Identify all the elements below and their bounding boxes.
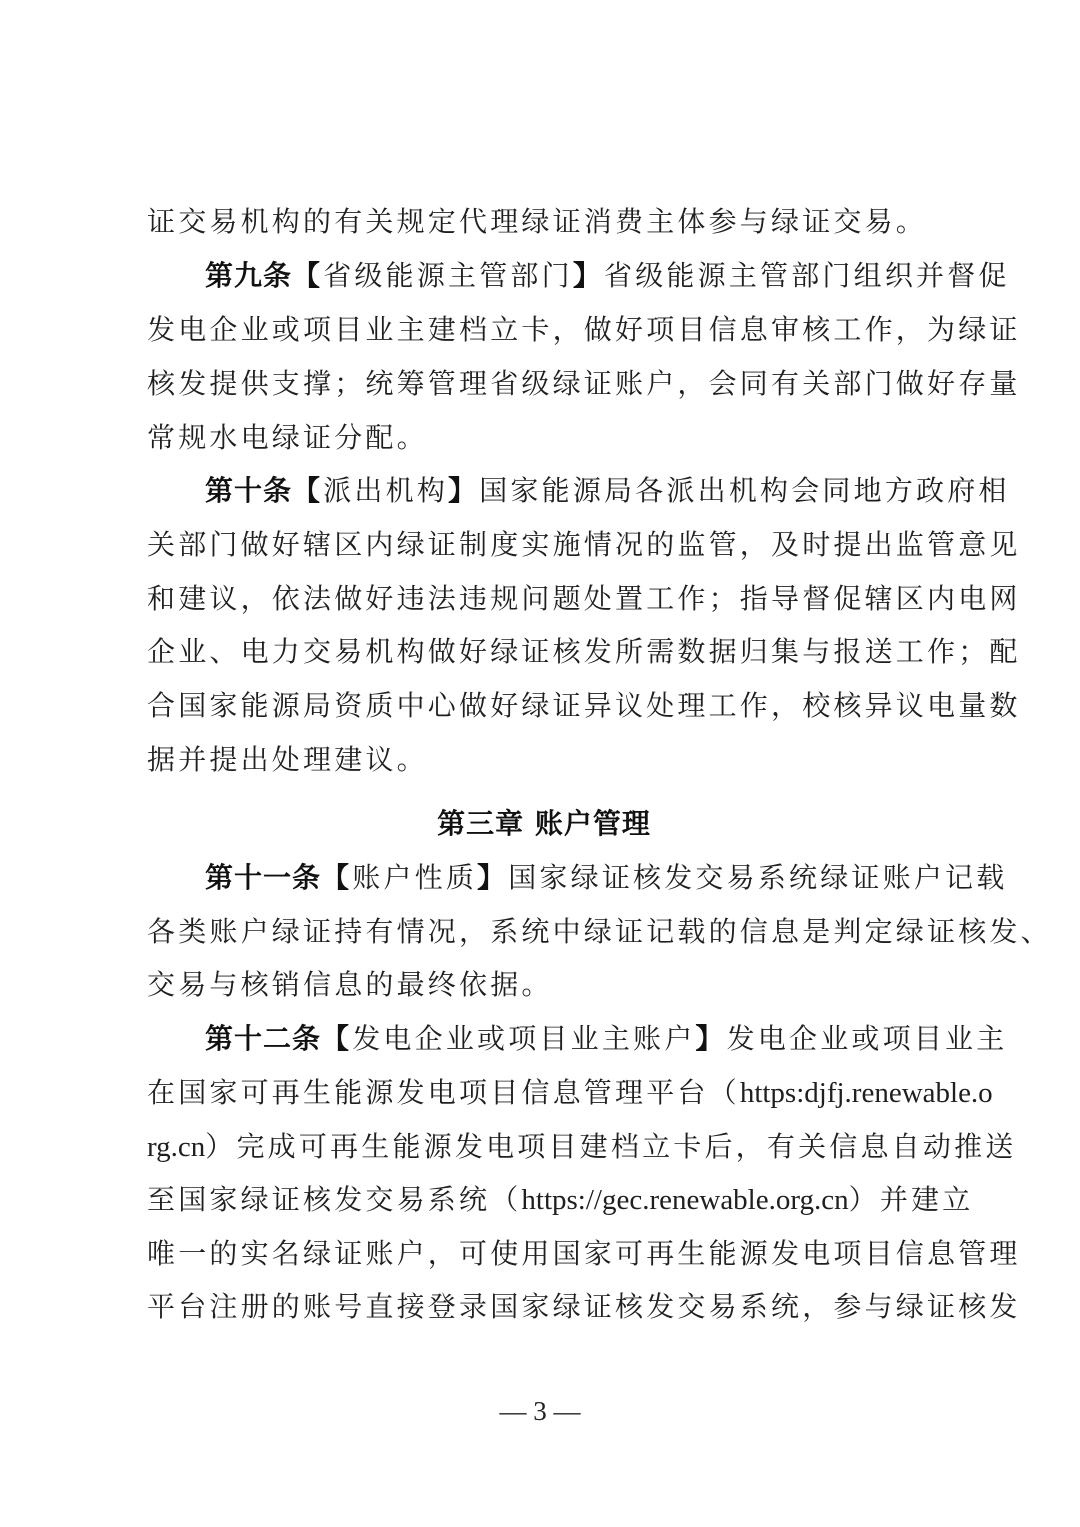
url-text: https://gec.renewable.org.cn [521,1184,849,1216]
article-11-heading-line [205,851,1008,905]
article-number: 第九条 [205,259,293,292]
paragraph-line [147,518,1021,572]
line-text: 交易与核销信息的最终依据。 [147,968,553,1001]
paragraph-line [147,1173,974,1227]
line-text: 据并提出处理建议。 [147,743,428,776]
paragraph-line [147,303,1021,357]
article-number: 第十条 [205,474,293,507]
url-text: rg.cn [147,1131,206,1163]
line-text: ）完成可再生能源发电项目建档立卡后，有关信息自动推送 [205,1130,1017,1163]
line-text: 关部门做好辖区内绿证制度实施情况的监管，及时提出监管意见 [147,528,1021,561]
bracket-open: 【 [292,474,324,507]
paragraph-line [147,958,947,1012]
line-text: 企业、电力交易机构做好绿证核发所需数据归集与报送工作；配 [147,635,1021,668]
paragraph-line [147,1120,1017,1174]
line-text: 合国家能源局资质中心做好绿证异议处理工作，校核异议电量数 [147,689,1021,722]
paragraph-line [147,195,947,249]
paragraph-line [147,572,1021,626]
line-text: 至国家绿证核发交易系统（ [147,1183,522,1216]
paragraph-line [147,905,1052,959]
article-12-heading-line [205,1012,1008,1066]
article-number: 第十二条 [205,1022,322,1055]
line-text: ）并建立 [848,1183,974,1216]
article-topic: 省级能源主管部门 [323,259,573,292]
article-topic: 派出机构 [323,474,449,507]
line-text: 常规水电绿证分配。 [147,421,428,454]
paragraph-line [147,733,947,787]
bracket-close: 】 [477,861,509,894]
paragraph-line [147,1280,1021,1334]
chapter-heading: 第三章 账户管理 [437,807,651,840]
line-text: 发电企业或项目业主 [726,1022,1008,1055]
page-number: — 3 — [499,1396,581,1426]
line-text: 唯一的实名绿证账户，可使用国家可再生能源发电项目信息管理 [147,1237,1021,1270]
line-text: 平台注册的账号直接登录国家绿证核发交易系统，参与绿证核发 [147,1290,1021,1323]
bracket-close: 】 [572,259,605,292]
bracket-open: 【 [292,259,324,292]
bracket-open: 【 [321,861,353,894]
paragraph-line [147,625,1021,679]
line-text: 发电企业或项目业主建档立卡，做好项目信息审核工作，为绿证 [147,313,1021,346]
bracket-close: 】 [448,474,480,507]
article-9-heading-line [205,249,1010,303]
paragraph-line [147,679,1021,733]
line-text: 证交易机构的有关规定代理绿证消费主体参与绿证交易。 [147,205,928,238]
article-topic: 账户性质 [352,861,478,894]
line-text: 国家能源局各派出机构会同地方政府相 [479,474,1010,507]
bracket-open: 【 [321,1022,353,1055]
paragraph-line [147,1227,1021,1281]
line-text: 各类账户绿证持有情况，系统中绿证记载的信息是判定绿证核发、 [147,915,1052,948]
line-text: 核发提供支撑；统筹管理省级绿证账户，会同有关部门做好存量 [147,367,1021,400]
article-number: 第十一条 [205,861,322,894]
paragraph-line [147,411,947,465]
line-text: 在国家可再生能源发电项目信息管理平台（ [147,1076,740,1109]
line-text: 省级能源主管部门组织并督促 [604,259,1010,292]
url-text: https:djfj.renewable.o [739,1077,993,1109]
article-topic: 发电企业或项目业主账户 [352,1022,696,1055]
paragraph-line [147,357,1021,411]
line-text: 国家绿证核发交易系统绿证账户记载 [508,861,1008,894]
article-10-heading-line [205,464,1010,518]
line-text: 和建议，依法做好违法违规问题处置工作；指导督促辖区内电网 [147,582,1021,615]
bracket-close: 】 [695,1022,727,1055]
paragraph-line [147,1066,993,1120]
